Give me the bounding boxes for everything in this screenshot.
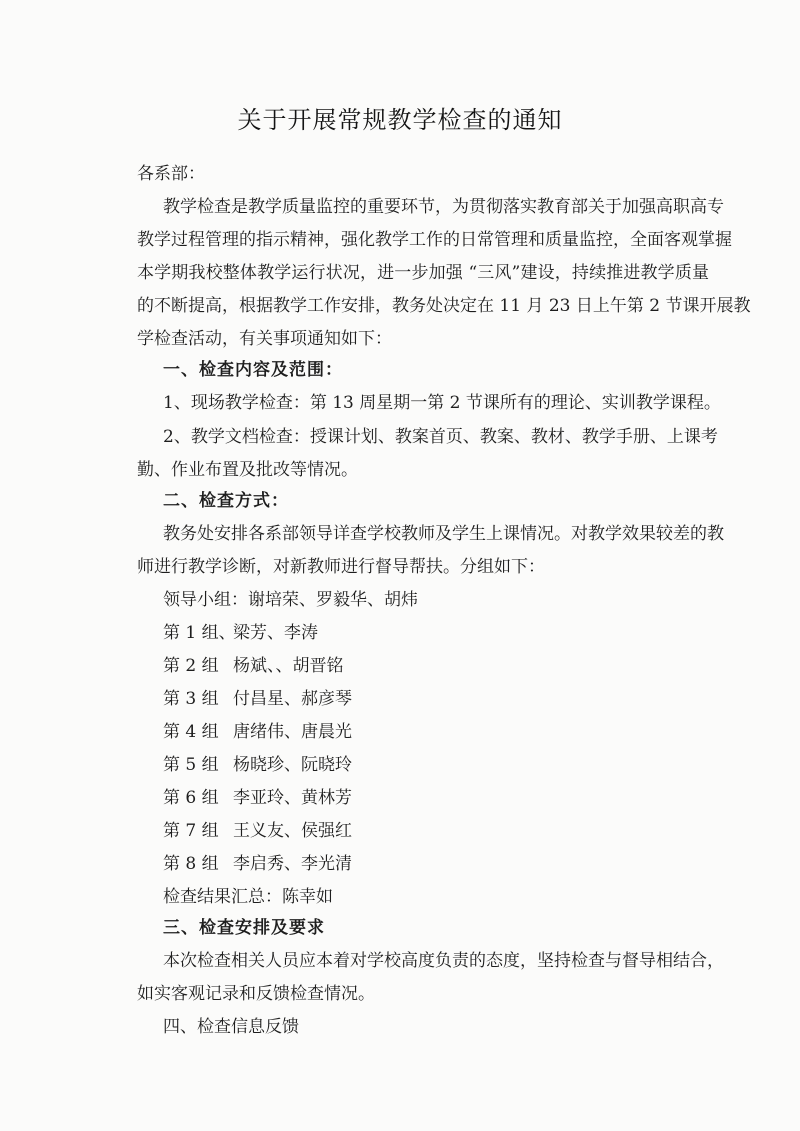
group-row-1 bbox=[163, 622, 318, 644]
document-title: 关于开展常规教学检查的通知 bbox=[237, 106, 563, 134]
group-label: 第 1 组、 bbox=[163, 623, 236, 643]
summary-line: 检查结果汇总：陈幸如 bbox=[163, 887, 333, 907]
group-row-4 bbox=[163, 721, 352, 743]
group-label: 第 3 组 bbox=[163, 689, 219, 709]
group-row-5 bbox=[163, 754, 352, 776]
group-members: 李启秀、李光清 bbox=[233, 854, 352, 874]
group-label: 第 2 组 bbox=[163, 656, 219, 676]
intro-line-1: 教学检查是教学质量监控的重要环节，为贯彻落实教育部关于加强高职高专 bbox=[163, 197, 724, 217]
section2-para-line1: 教务处安排各系部领导详查学校教师及学生上课情况。对教学效果较差的教 bbox=[163, 524, 724, 544]
section1-item2-line1: 2、教学文档检查：授课计划、教案首页、教案、教材、教学手册、上课考 bbox=[163, 427, 718, 447]
section1-item1: 1、现场教学检查：第 13 周星期一第 2 节课所有的理论、实训教学课程。 bbox=[163, 393, 721, 413]
intro-line-5: 学检查活动，有关事项通知如下： bbox=[137, 329, 392, 349]
group-members: 付昌星、郝彦琴 bbox=[233, 689, 352, 709]
group-row-7 bbox=[163, 820, 352, 842]
section4-heading: 四、检查信息反馈 bbox=[163, 1017, 299, 1037]
section3-para-line1: 本次检查相关人员应本着对学校高度负责的态度，坚持检查与督导相结合， bbox=[163, 951, 724, 971]
group-members: 杨斌、、胡晋铭 bbox=[233, 656, 344, 676]
group-row-2 bbox=[163, 655, 344, 677]
section2-heading: 二、检查方式： bbox=[163, 491, 289, 511]
intro-line-2: 教学过程管理的指示精神，强化教学工作的日常管理和质量监控，全面客观掌握 bbox=[137, 230, 732, 250]
intro-line-3: 本学期我校整体教学运行状况，进一步加强 “三风”建设，持续推进教学质量 bbox=[137, 263, 709, 283]
section1-heading: 一、检查内容及范围： bbox=[163, 360, 343, 380]
group-label: 第 4 组 bbox=[163, 722, 219, 742]
group-label: 第 5 组 bbox=[163, 755, 219, 775]
group-members: 李亚玲、黄林芳 bbox=[233, 788, 352, 808]
group-label: 第 8 组 bbox=[163, 854, 219, 874]
group-row-6 bbox=[163, 787, 352, 809]
group-members: 王义友、侯强红 bbox=[233, 821, 352, 841]
group-label: 第 6 组 bbox=[163, 788, 219, 808]
leader-group: 领导小组：谢培荣、罗毅华、胡炜 bbox=[163, 590, 418, 610]
section3-heading: 三、检查安排及要求 bbox=[163, 918, 325, 938]
group-label: 第 7 组 bbox=[163, 821, 219, 841]
section2-para-line2: 师进行教学诊断，对新教师进行督导帮扶。分组如下： bbox=[137, 557, 545, 577]
group-members: 梁芳、李涛 bbox=[233, 623, 318, 643]
intro-line-4: 的不断提高，根据教学工作安排，教务处决定在 11 月 23 日上午第 2 节课开展教 bbox=[137, 296, 751, 316]
group-row-3 bbox=[163, 688, 352, 710]
section3-para-line2: 如实客观记录和反馈检查情况。 bbox=[137, 984, 375, 1004]
section1-item2-line2: 勤、作业布置及批改等情况。 bbox=[137, 460, 358, 480]
salutation: 各系部： bbox=[137, 164, 205, 184]
group-members: 唐绪伟、唐晨光 bbox=[233, 722, 352, 742]
group-row-8 bbox=[163, 853, 352, 875]
group-members: 杨晓珍、阮晓玲 bbox=[233, 755, 352, 775]
